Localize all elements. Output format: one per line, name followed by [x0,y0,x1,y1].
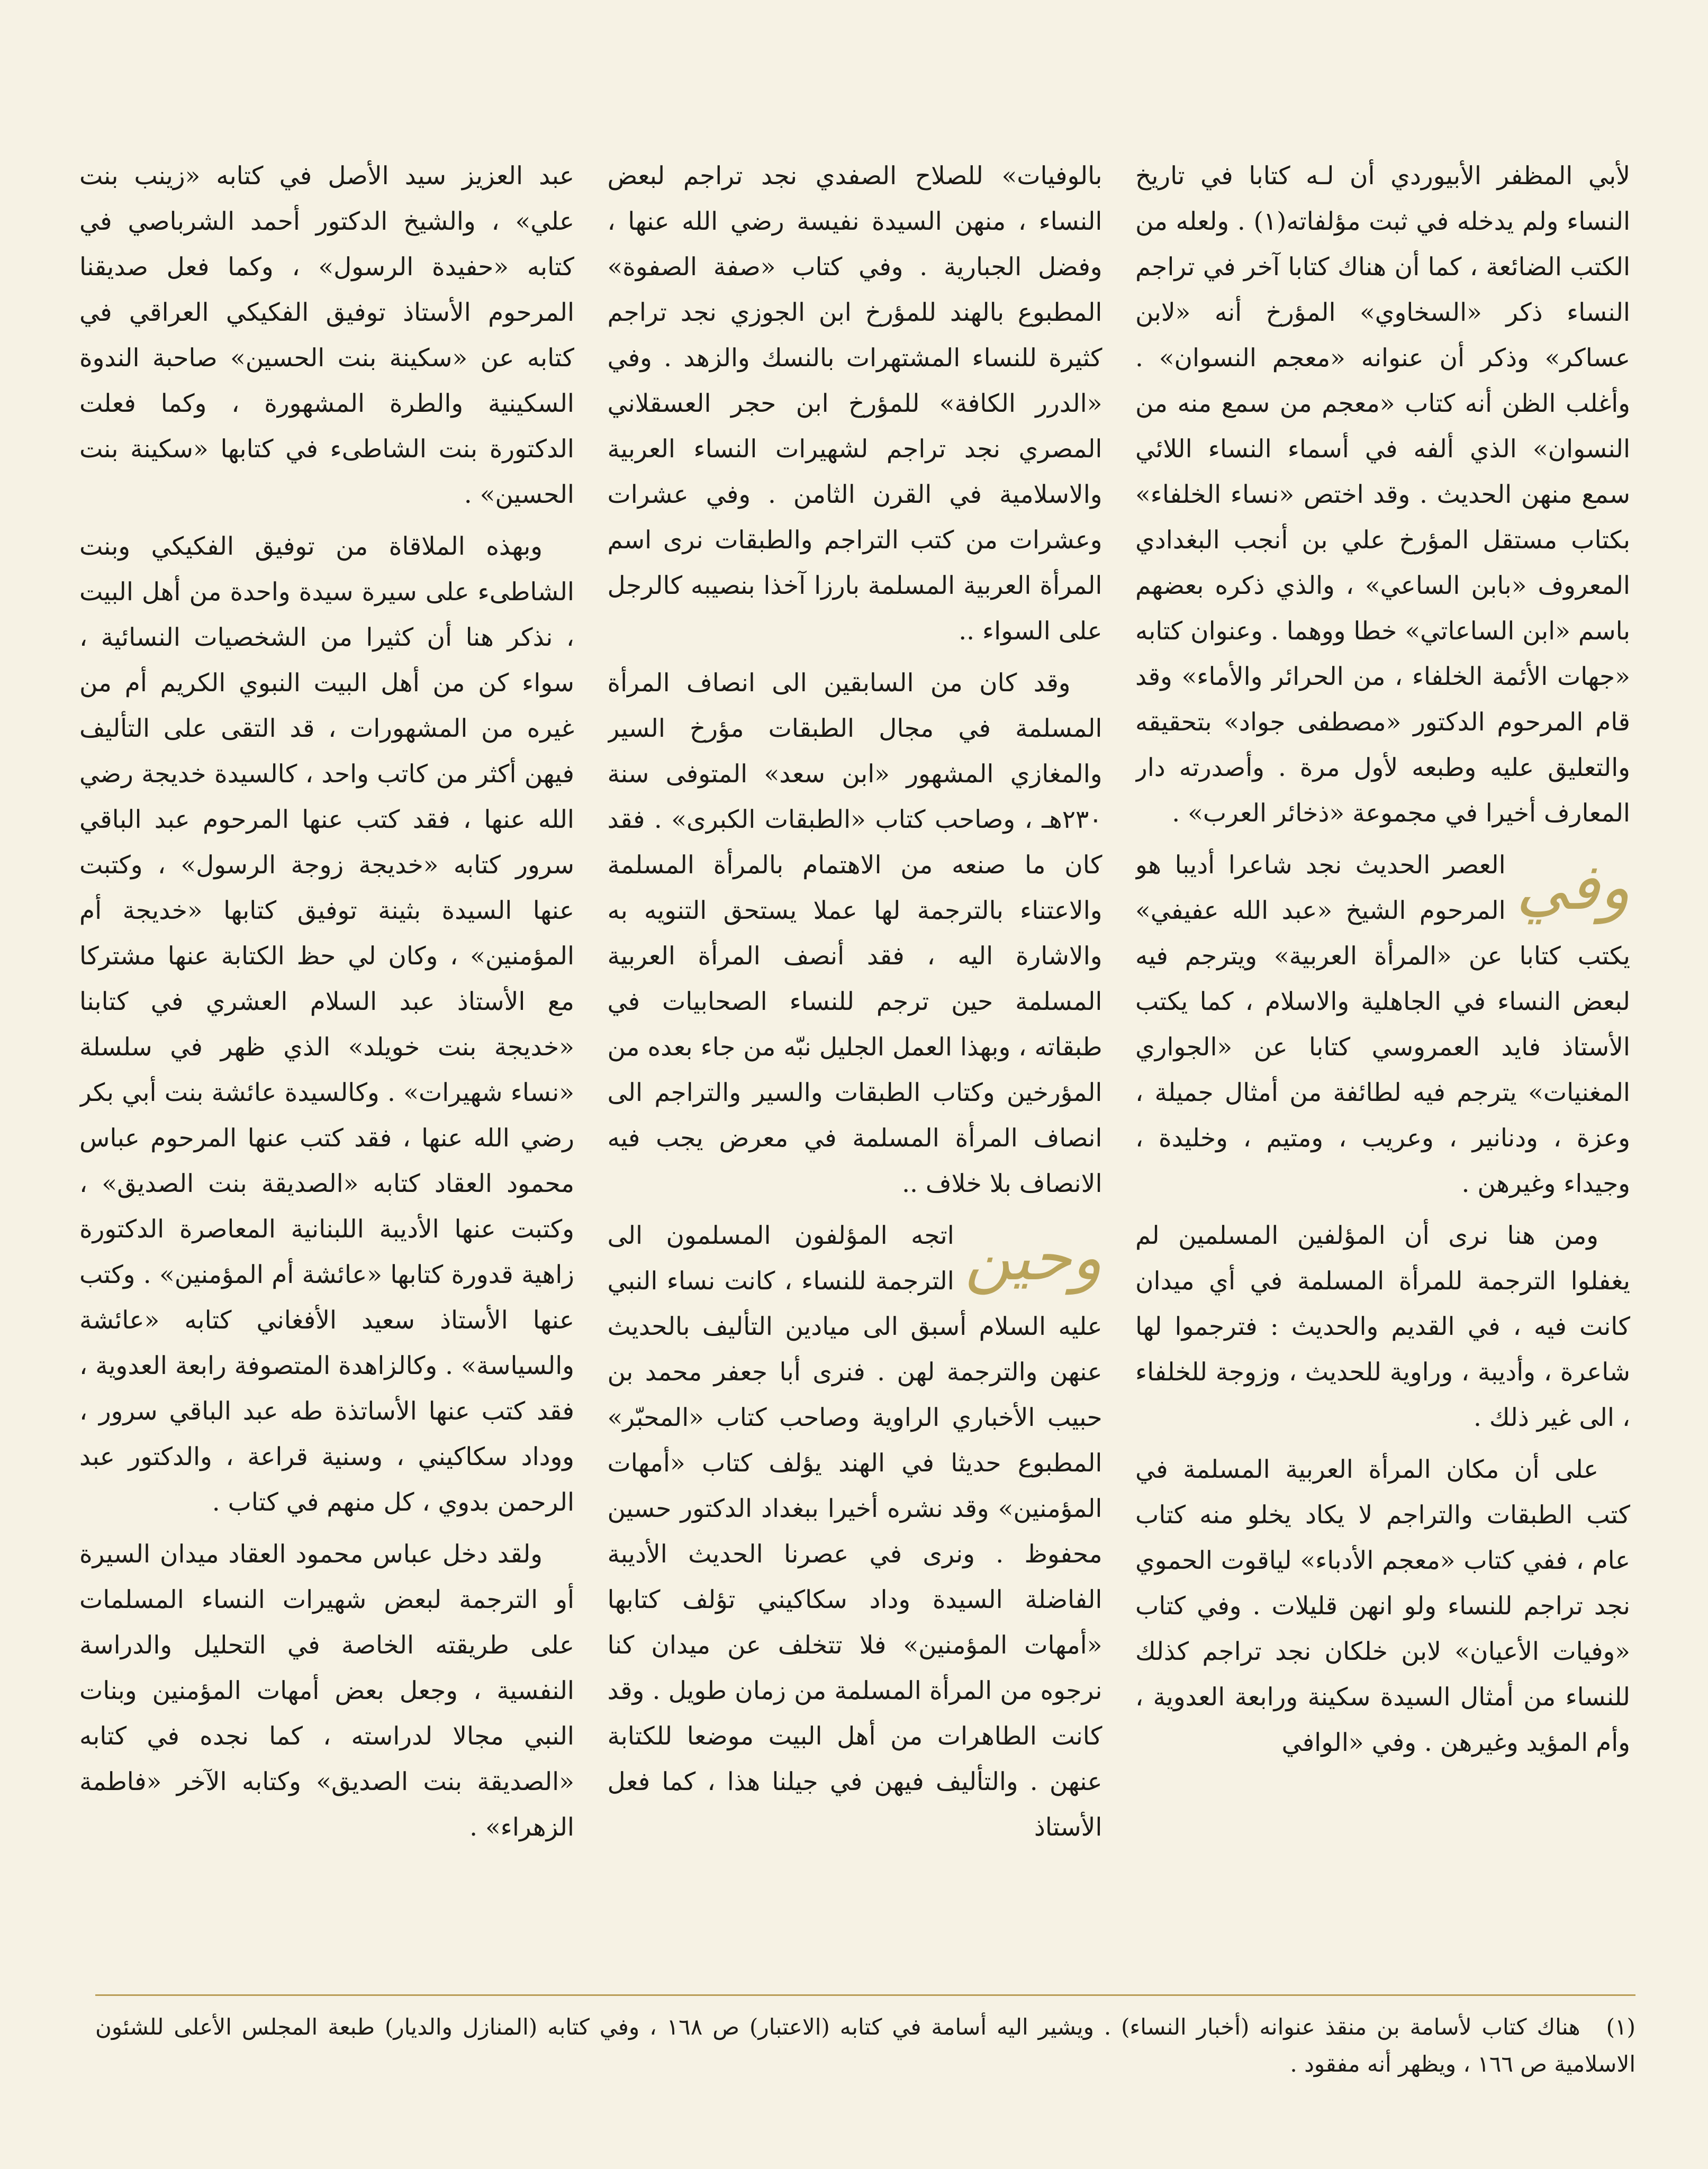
paragraph: لأبي المظفر الأبيوردي أن لـه كتابا في تاريخ النساء ولم يدخله في ثبت مؤلفاته(١) . ولعله من الكتب الضائعة ، كما أن هناك كتابا آخر في تراجم النساء ذكر «السخاوي» المؤرخ أنه «لابن عساكر» وذكر أن عنوانه «معجم النسوان» . وأغلب الظن أنه كتاب «معجم من سمع منه من النسوان» الذي ألفه في أسماء النساء اللائي سمع منهن الحديث . وقد اختص «نساء الخلفاء» بكتاب مستقل المؤرخ علي بن أنجب البغدادي المعروف «بابن الساعي» ، والذي ذكره بعضهم باسم «ابن الساعاتي» خطا ووهما . وعنوان كتابه «جهات الأئمة الخلفاء ، من الحرائر والأماء» وقد قام المرحوم الدكتور «مصطفى جواد» بتحقيقه والتعليق عليه وطبعه لأول مرة . وأصدرته دار المعارف أخيرا في مجموعة «ذخائر العرب» . [1135,161,1630,828]
paragraph: وبهذه الملاقاة من توفيق الفكيكي وبنت الشاطىء على سيرة سيدة واحدة من أهل البيت ، نذكر هنا أن كثيرا من الشخصيات النسائية ، سواء كن من أهل البيت النبوي الكريم أم من غيره من المشهورات ، قد التقى على التأليف فيهن أكثر من كاتب واحد ، كالسيدة خديجة رضي الله عنها ، فقد كتب عنها المرحوم عبد الباقي سرور كتابه «خديجة زوجة الرسول» ، وكتبت عنها السيدة بثينة توفيق كتابها «خديجة أم المؤمنين» ، وكان لي حظ الكتابة عنها مشتركا مع الأستاذ عبد السلام العشري في كتابنا «خديجة بنت خويلد» الذي ظهر في سلسلة «نساء شهيرات» . وكالسيدة عائشة بنت أبي بكر رضي الله عنها ، فقد كتب عنها المرحوم عباس محمود العقاد كتابه «الصديقة بنت الصديق» ، وكتبت عنها الأديبة اللبنانية المعاصرة الدكتورة زاهية قدورة كتابها «عائشة أم المؤمنين» . وكتب عنها الأستاذ سعيد الأفغاني كتابه «عائشة والسياسة» . وكالزاهدة المتصوفة رابعة العدوية ، فقد كتب عنها الأساتذة طه عبد الباقي سرور ، ووداد سكاكيني ، وسنية قراعة ، والدكتور عبد الرحمن بدوي ، كل منهم في كتاب . [79,532,574,1517]
column-right [1135,153,1630,1985]
column-middle [608,153,1102,1985]
paragraph: العصر الحديث نجد شاعرا أديبا هو المرحوم الشيخ «عبد الله عفيفي» يكتب كتابا عن «المرأة العربية» ويترجم فيه لبعض النساء في الجاهلية والاسلام ، كما يكتب الأستاذ فايد العمروسي كتابا عن «الجواري المغنيات» يترجم فيه لطائفة من أمثال جميلة ، وعزة ، ودنانير ، وعريب ، ومتيم ، وخليدة ، وجيداء وغيرهن . [1135,851,1630,1198]
footnote-text: هناك كتاب لأسامة بن منقذ عنوانه (أخبار النساء) . ويشير اليه أسامة في كتابه (الاعتبار) ص ١٦٨ ، وفي كتابه (المنازل والديار) طبعة المجلس الأعلى للشئون الاسلامية ص ١٦٦ ، ويظهر أنه مفقود . [95,2014,1635,2077]
paragraph-with-dropcap [608,1213,1102,1850]
footnote-marker: (١) [1606,2014,1635,2040]
footnote-divider [95,1994,1635,1996]
paragraph-with-dropcap [1135,843,1630,1207]
paragraph: ولقد دخل عباس محمود العقاد ميدان السيرة أو الترجمة لبعض شهيرات النساء المسلمات على طريقته الخاصة في التحليل والدراسة النفسية ، وجعل بعض أمهات المؤمنين وبنات النبي مجالا لدراسته ، كما نجده في كتابه «الصديقة بنت الصديق» وكتابه الآخر «فاطمة الزهراء» . [79,1540,574,1842]
paragraph: ومن هنا نرى أن المؤلفين المسلمين لم يغفلوا الترجمة للمرأة المسلمة في أي ميدان كانت فيه ، في القديم والحديث : فترجموا لها شاعرة ، وأديبة ، وراوية للحديث ، وزوجة للخلفاء ، الى غير ذلك . [1135,1221,1630,1432]
ornamental-dropcap: وحين [964,1221,1102,1295]
paragraph: عبد العزيز سيد الأصل في كتابه «زينب بنت علي» ، والشيخ الدكتور أحمد الشرباصي في كتابه «حفيدة الرسول» ، وكما فعل صديقنا المرحوم الأستاذ توفيق الفكيكي العراقي في كتابه عن «سكينة بنت الحسين» صاحبة الندوة السكينية والطرة المشهورة ، وكما فعلت الدكتورة بنت الشاطىء في كتابها «سكينة بنت الحسين» . [79,161,574,509]
footnote [95,2009,1635,2083]
paragraph: بالوفيات» للصلاح الصفدي نجد تراجم لبعض النساء ، منهن السيدة نفيسة رضي الله عنها ، وفضل الجبارية . وفي كتاب «صفة الصفوة» المطبوع بالهند للمؤرخ ابن الجوزي نجد تراجم كثيرة للنساء المشتهرات بالنسك والزهد . وفي «الدرر الكافة» للمؤرخ ابن حجر العسقلاني المصري نجد تراجم لشهيرات النساء العربية والاسلامية في القرن الثامن . وفي عشرات وعشرات من كتب التراجم والطبقات نرى اسم المرأة العربية المسلمة بارزا آخذا بنصيبه كالرجل على السواء .. [607,161,1102,646]
paragraph: وقد كان من السابقين الى انصاف المرأة المسلمة في مجال الطبقات مؤرخ السير والمغازي المشهور «ابن سعد» المتوفى سنة ٢٣٠هـ ، وصاحب كتاب «الطبقات الكبرى» . فقد كان ما صنعه من الاهتمام بالمرأة المسلمة والاعتناء بالترجمة لها عملا يستحق التنويه به والاشارة اليه ، فقد أنصف المرأة العربية المسلمة حين ترجم للنساء الصحابيات في طبقاته ، وبهذا العمل الجليل نبّه من جاء بعده من المؤرخين وكتاب الطبقات والسير والتراجم الى انصاف المرأة المسلمة في معرض يجب فيه الانصاف بلا خلاف .. [607,668,1102,1198]
paragraph: اتجه المؤلفون المسلمون الى الترجمة للنساء ، كانت نساء النبي عليه السلام أسبق الى ميادين التأليف بالحديث عنهن والترجمة لهن . فنرى أبا جعفر محمد بن حبيب الأخباري الراوية وصاحب كتاب «المحبّر» المطبوع حديثا في الهند يؤلف كتاب «أمهات المؤمنين» وقد نشره أخيرا ببغداد الدكتور حسين محفوظ . ونرى في عصرنا الحديث الأديبة الفاضلة السيدة وداد سكاكيني تؤلف كتابها «أمهات المؤمنين» فلا تتخلف عن ميدان كنا نرجوه من المرأة المسلمة من زمان طويل . وقد كانت الطاهرات من أهل البيت موضعا للكتابة عنهن . والتأليف فيهن في جيلنا هذا ، كما فعل الأستاذ [607,1221,1102,1842]
paragraph: على أن مكان المرأة العربية المسلمة في كتب الطبقات والتراجم لا يكاد يخلو منه كتاب عام ، ففي كتاب «معجم الأدباء» لياقوت الحموي نجد تراجم للنساء ولو انهن قليلات . وفي كتاب «وفيات الأعيان» لابن خلكان نجد تراجم كذلك للنساء من أمثال السيدة سكينة ورابعة العدوية ، وأم المؤيد وغيرهن . وفي «الوافي [1135,1455,1630,1757]
text-columns [79,153,1630,1985]
column-left [79,153,574,1985]
ornamental-dropcap: وفي [1516,851,1630,924]
